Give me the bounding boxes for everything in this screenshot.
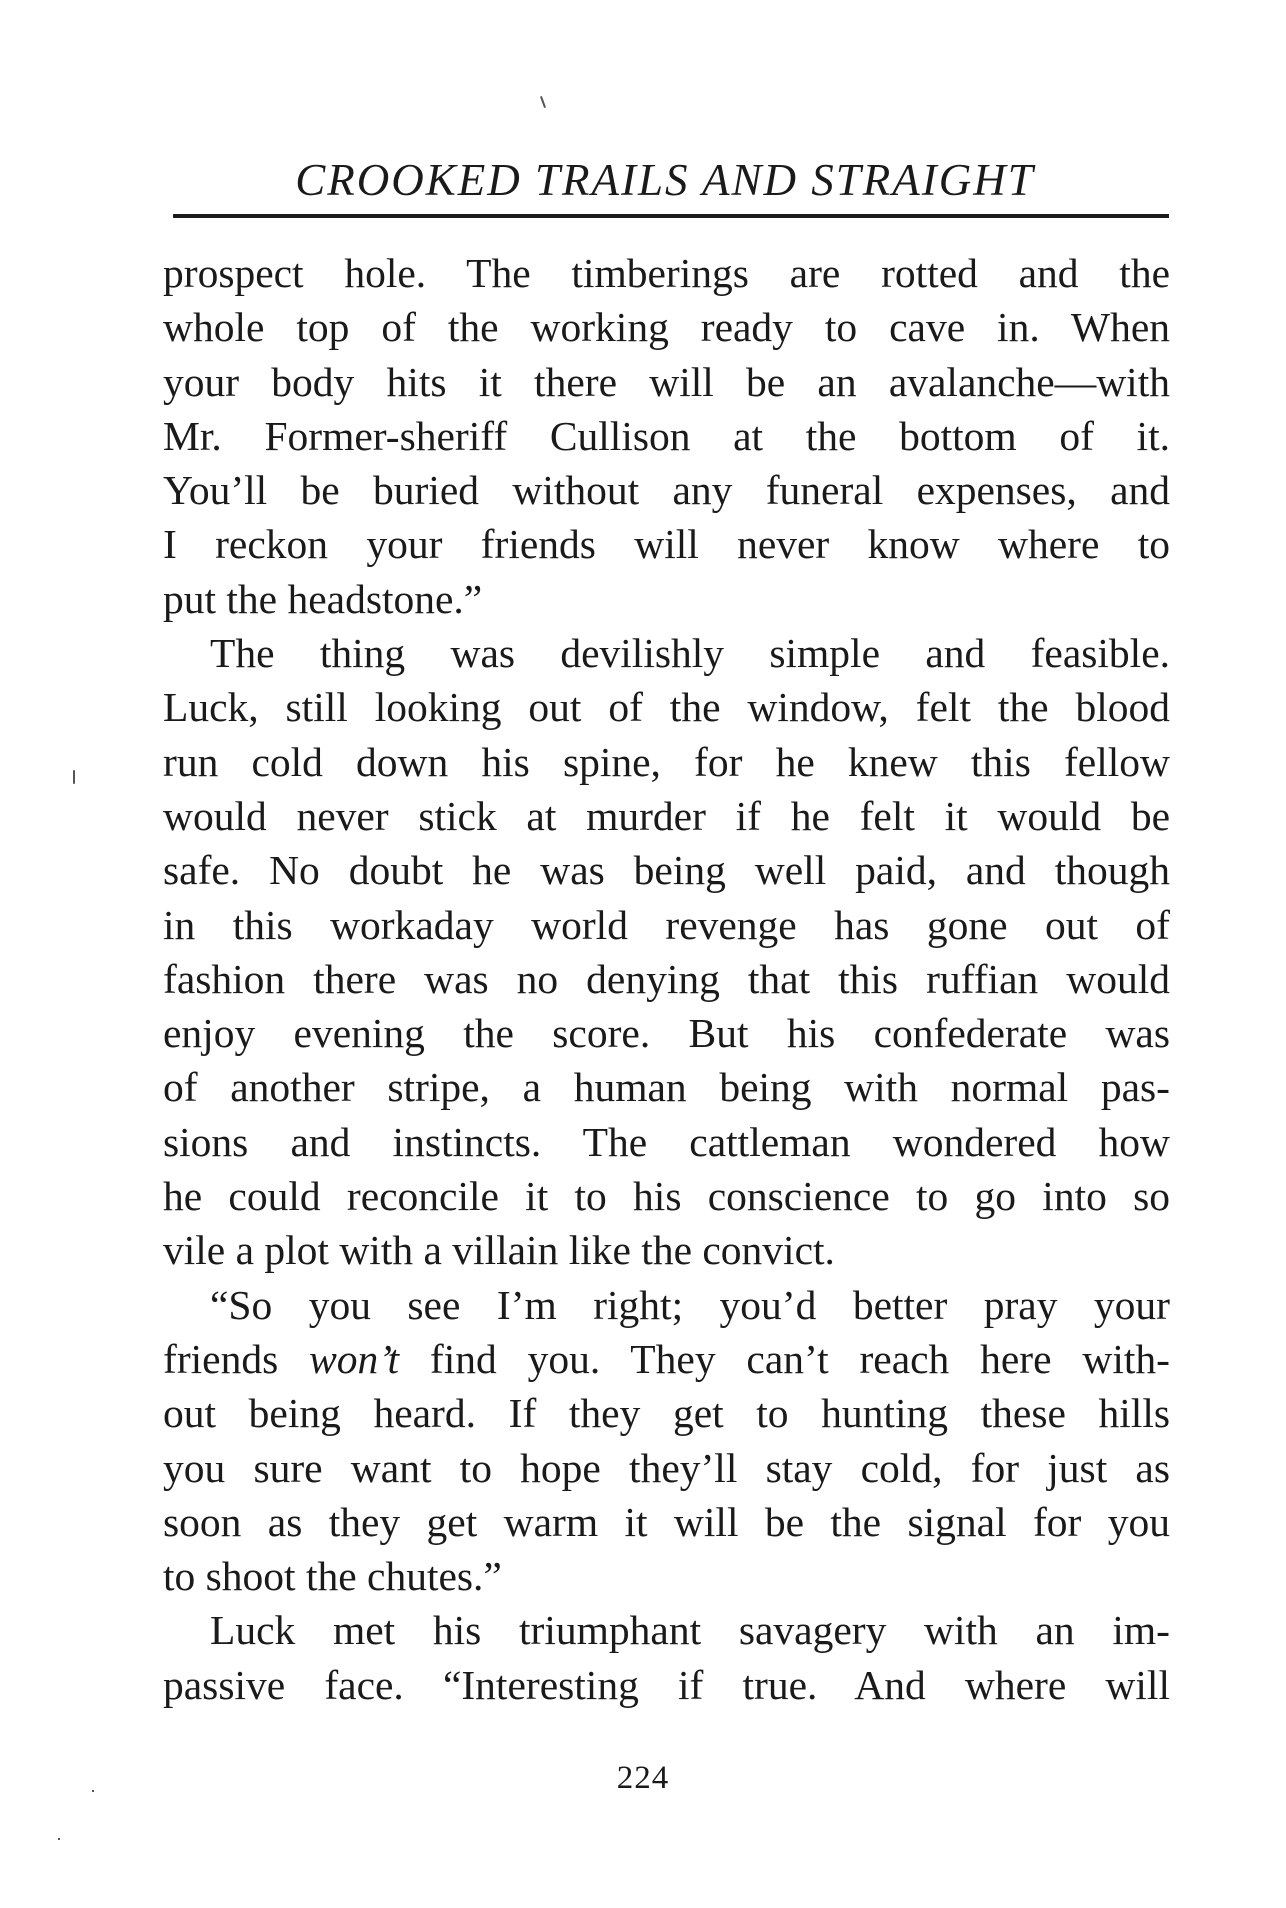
text-line: You’ll be buried without any funeral expenses, and bbox=[163, 467, 1170, 514]
paragraph-start-line: The thing was devilishly simple and feasible. bbox=[210, 630, 1170, 677]
text-line: safe. No doubt he was being well paid, and though bbox=[163, 847, 1170, 894]
text-line: soon as they get warm it will be the signal for you bbox=[163, 1498, 1170, 1545]
header-rule bbox=[173, 214, 1169, 218]
text-line bbox=[163, 1332, 1170, 1386]
text-line: out being heard. If they get to hunting these hills bbox=[163, 1390, 1170, 1437]
paragraph-start-line: “So you see I’m right; you’d better pray your bbox=[210, 1281, 1170, 1328]
text-run: find you. They can’t reach here with- bbox=[399, 1335, 1170, 1382]
text-run: friends bbox=[163, 1335, 310, 1382]
text-line: prospect hole. The timberings are rotted and the bbox=[163, 250, 1170, 296]
text-line: your body hits it there will be an avalanche—with bbox=[163, 358, 1170, 405]
text-line: run cold down his spine, for he knew this fellow bbox=[163, 738, 1170, 785]
scan-speck bbox=[540, 96, 546, 108]
text-line: you sure want to hope they’ll stay cold, for just as bbox=[163, 1444, 1170, 1491]
text-line: he could reconcile it to his conscience to go into so bbox=[163, 1173, 1170, 1220]
text-line: whole top of the working ready to cave in. When bbox=[163, 304, 1170, 351]
page-number: 224 bbox=[616, 1760, 670, 1796]
text-line: enjoy evening the score. But his confederate was bbox=[163, 1010, 1170, 1057]
text-line: put the headstone.” bbox=[163, 575, 483, 622]
emphasis-text: won’t bbox=[309, 1335, 400, 1382]
text-line: Luck, still looking out of the window, felt the blood bbox=[163, 684, 1170, 731]
body-text bbox=[163, 246, 1170, 1712]
running-title: CROOKED TRAILS AND STRAIGHT bbox=[295, 155, 1035, 205]
text-line: Mr. Former-sheriff Cullison at the bottom of it. bbox=[163, 412, 1170, 459]
text-line: fashion there was no denying that this ruffian would bbox=[163, 955, 1170, 1002]
text-line: to shoot the chutes.” bbox=[163, 1553, 502, 1600]
text-line: passive face. “Interesting if true. And where will bbox=[163, 1661, 1170, 1708]
text-line: I reckon your friends will never know where to bbox=[163, 521, 1170, 568]
paragraph-start-line: Luck met his triumphant savagery with an im- bbox=[210, 1607, 1170, 1654]
scan-speck bbox=[73, 770, 75, 784]
text-line: of another stripe, a human being with normal pas- bbox=[163, 1064, 1170, 1111]
text-line: vile a plot with a villain like the convict. bbox=[163, 1227, 835, 1274]
text-line: in this workaday world revenge has gone out of bbox=[163, 901, 1170, 948]
text-line: would never stick at murder if he felt it would be bbox=[163, 792, 1170, 839]
scan-speck bbox=[58, 1838, 60, 1840]
scan-speck bbox=[92, 1790, 94, 1792]
text-line: sions and instincts. The cattleman wondered how bbox=[163, 1118, 1170, 1165]
